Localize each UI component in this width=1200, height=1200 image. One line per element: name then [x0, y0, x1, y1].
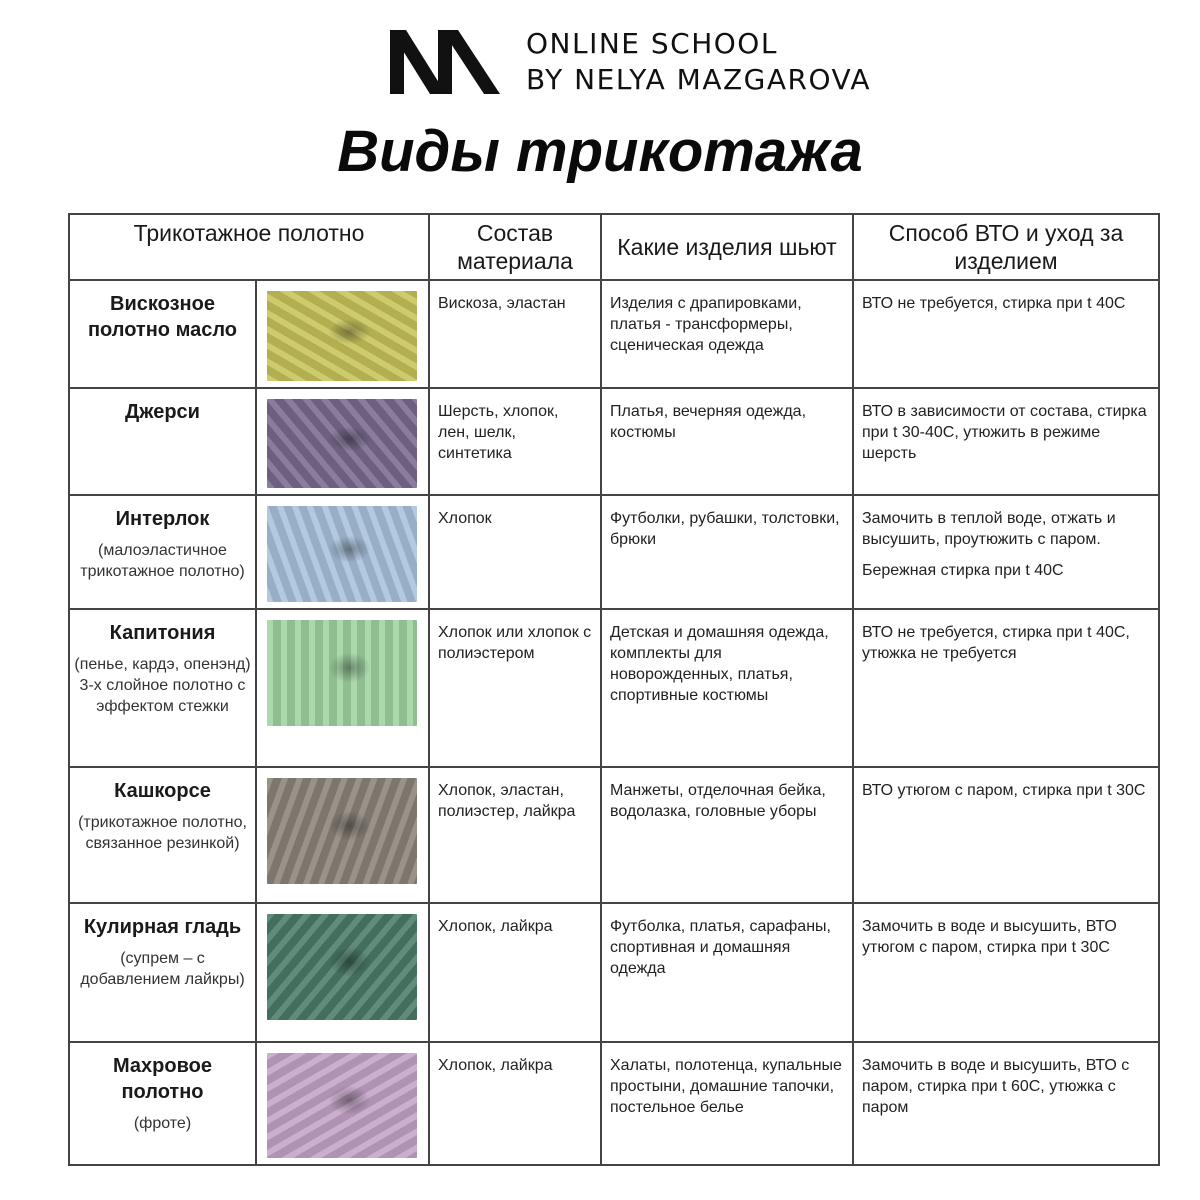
fabric-name: Джерси: [125, 401, 200, 423]
care-text: Замочить в теплой воде, отжать и высушить, проутюжить с паром.: [862, 510, 1116, 548]
fabric-swatch-image: [267, 778, 417, 884]
header-fabric: Трикотажное полотно: [69, 214, 429, 280]
fabric-swatch-image: [267, 1053, 417, 1158]
fabric-description: (малоэластичное трикотажное полотно): [80, 542, 245, 580]
composition-cell: Вискоза, эластан: [429, 280, 601, 388]
products-cell: Футболки, рубашки, толстовки, брюки: [601, 495, 853, 609]
table-row: [69, 280, 1159, 388]
fabric-name-cell: [69, 767, 256, 903]
page-title: Виды трикотажа: [337, 119, 863, 184]
fabric-name-cell: [69, 495, 256, 609]
composition-cell: Хлопок, лайкра: [429, 903, 601, 1042]
fabric-name: Махровое полотно: [113, 1055, 212, 1103]
composition-cell: Хлопок или хлопок с полиэстером: [429, 609, 601, 767]
fabric-swatch-image: [267, 620, 417, 726]
care-cell: [853, 767, 1159, 903]
care-text: Замочить в воде и высушить, ВТО с паром, стирка при t 60С, утюжка с паром: [862, 1057, 1130, 1116]
products-cell: Платья, вечерняя одежда, костюмы: [601, 388, 853, 495]
table-row: [69, 388, 1159, 495]
fabric-image-cell: [256, 280, 429, 388]
products-cell: Халаты, полотенца, купальные простыни, домашние тапочки, постельное белье: [601, 1042, 853, 1165]
care-extra-text: Бережная стирка при t 40С: [862, 562, 1064, 579]
fabric-name-cell: [69, 1042, 256, 1165]
care-text: ВТО не требуется, стирка при t 40С: [862, 295, 1126, 312]
fabric-name-cell: [69, 280, 256, 388]
fabric-description: (трикотажное полотно, связанное резинкой): [78, 814, 247, 852]
products-cell: Футболка, платья, сарафаны, спортивная и домашняя одежда: [601, 903, 853, 1042]
table-row: [69, 609, 1159, 767]
care-cell: [853, 609, 1159, 767]
fabric-name: Кашкорсе: [114, 780, 211, 802]
products-cell: Изделия с драпировками, платья - трансформеры, сценическая одежда: [601, 280, 853, 388]
fabric-name-cell: [69, 903, 256, 1042]
care-cell: [853, 495, 1159, 609]
header-products: Какие изделия шьют: [601, 214, 853, 280]
care-text: ВТО утюгом с паром, стирка при t 30С: [862, 782, 1146, 799]
fabric-name: Вискозное полотно масло: [87, 293, 238, 341]
header-composition: Состав материала: [429, 214, 601, 280]
composition-cell: Хлопок: [429, 495, 601, 609]
care-cell: [853, 903, 1159, 1042]
table-row: [69, 495, 1159, 609]
table-row: [69, 1042, 1159, 1165]
fabric-name: Кулирная гладь: [83, 916, 242, 938]
fabric-swatch-image: [267, 399, 417, 488]
care-cell: [853, 388, 1159, 495]
knitwear-table: [68, 213, 1160, 1166]
fabric-name: Интерлок: [115, 508, 210, 530]
fabric-image-cell: [256, 388, 429, 495]
fabric-image-cell: [256, 495, 429, 609]
composition-cell: Хлопок, лайкра: [429, 1042, 601, 1165]
fabric-description: (пенье, кардэ, опенэнд) 3-х слойное полотно с эффектом стежки: [74, 656, 251, 715]
fabric-swatch-image: [267, 291, 417, 381]
header-care: Способ ВТО и уход за изделием: [853, 214, 1159, 280]
fabric-name-cell: [69, 609, 256, 767]
care-cell: [853, 280, 1159, 388]
fabric-image-cell: [256, 609, 429, 767]
fabric-name-cell: [69, 388, 256, 495]
table-row: [69, 767, 1159, 903]
fabric-description: (фроте): [133, 1115, 192, 1132]
school-logo: [390, 30, 510, 94]
composition-cell: Хлопок, эластан, полиэстер, лайкра: [429, 767, 601, 903]
fabric-description: (супрем – с добавлением лайкры): [80, 950, 245, 988]
products-cell: Детская и домашняя одежда, комплекты для новорожденных, платья, спортивные костюмы: [601, 609, 853, 767]
products-cell: Манжеты, отделочная бейка, водолазка, головные уборы: [601, 767, 853, 903]
fabric-swatch-image: [267, 506, 417, 602]
table-header-row: [69, 214, 1159, 280]
composition-cell: Шерсть, хлопок, лен, шелк, синтетика: [429, 388, 601, 495]
school-name: [526, 26, 871, 98]
fabric-image-cell: [256, 1042, 429, 1165]
brand-line-2: BY NELYA MAZGAROVA: [526, 63, 872, 96]
care-text: Замочить в воде и высушить, ВТО утюгом с паром, стирка при t 30С: [862, 918, 1117, 956]
brand-line-1: ONLINE SCHOOL: [526, 27, 778, 60]
care-text: ВТО в зависимости от состава, стирка при t 30-40С, утюжить в режиме шерсть: [862, 403, 1147, 462]
fabric-name: Капитония: [109, 622, 216, 644]
fabric-image-cell: [256, 903, 429, 1042]
fabric-swatch-image: [267, 914, 417, 1020]
fabric-image-cell: [256, 767, 429, 903]
care-text: ВТО не требуется, стирка при t 40С, утюжка не требуется: [862, 624, 1130, 662]
care-cell: [853, 1042, 1159, 1165]
table-row: [69, 903, 1159, 1042]
